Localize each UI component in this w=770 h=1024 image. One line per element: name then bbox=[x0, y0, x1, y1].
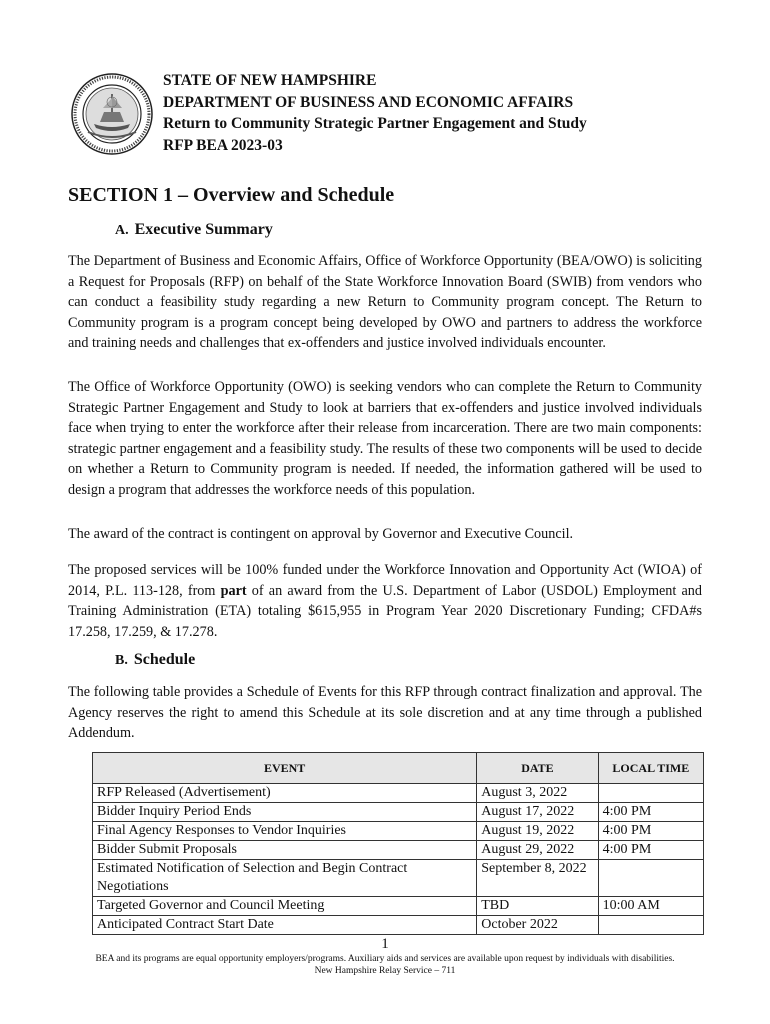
date-cell: TBD bbox=[477, 897, 598, 916]
footer-relay-service: New Hampshire Relay Service – 711 bbox=[314, 966, 456, 976]
time-cell: 4:00 PM bbox=[598, 803, 703, 822]
event-cell: RFP Released (Advertisement) bbox=[93, 784, 477, 803]
table-row bbox=[93, 822, 704, 841]
subsection-a-heading bbox=[115, 221, 273, 239]
time-cell bbox=[598, 916, 703, 935]
rfp-title: Return to Community Strategic Partner Engagement and Study bbox=[163, 115, 587, 132]
section-title: SECTION 1 – Overview and Schedule bbox=[68, 184, 395, 206]
subsection-a-letter: A. bbox=[115, 223, 129, 238]
time-cell: 4:00 PM bbox=[598, 822, 703, 841]
schedule-header-row bbox=[93, 753, 704, 784]
event-cell: Bidder Submit Proposals bbox=[93, 841, 477, 860]
header-event: EVENT bbox=[93, 753, 477, 784]
subsection-b-heading bbox=[115, 651, 195, 669]
time-cell bbox=[598, 860, 703, 897]
event-cell: Final Agency Responses to Vendor Inquiries bbox=[93, 822, 477, 841]
header-date: DATE bbox=[477, 753, 598, 784]
paragraph-4-text-a: The proposed services will be 100% funded under the Workforce Innovation and Opportunity Act (WIOA) of 2014, P.L. 113-128, from bbox=[68, 562, 702, 599]
time-cell bbox=[598, 784, 703, 803]
time-cell: 4:00 PM bbox=[598, 841, 703, 860]
date-cell: October 2022 bbox=[477, 916, 598, 935]
subsection-a-title: Executive Summary bbox=[134, 221, 273, 238]
page-number: 1 bbox=[381, 936, 389, 952]
rfp-number: RFP BEA 2023-03 bbox=[163, 136, 283, 154]
time-cell: 10:00 AM bbox=[598, 897, 703, 916]
event-cell: Estimated Notification of Selection and Begin Contract Negotiations bbox=[93, 860, 477, 897]
paragraph-4 bbox=[68, 560, 702, 642]
event-cell: Anticipated Contract Start Date bbox=[93, 916, 477, 935]
paragraph-5: The following table provides a Schedule of Events for this RFP through contract finalization and approval. The Agency reserves the right to amend this Schedule at its sole discretion and at any time through a published Addendum. bbox=[68, 684, 702, 741]
table-row bbox=[93, 784, 704, 803]
date-cell: August 3, 2022 bbox=[477, 784, 598, 803]
table-row bbox=[93, 803, 704, 822]
paragraph-4-text-b: of an award from the U.S. Department of Labor (USDOL) Employment and Training Administration (ETA) totaling $615,955 in Program Year 2020 Discretionary Funding; CFDA#s 17.258, 17.259, & 17.278. bbox=[68, 582, 702, 640]
footer-notice bbox=[0, 953, 770, 977]
header-local-time: LOCAL TIME bbox=[598, 753, 703, 784]
state-seal-image bbox=[70, 72, 154, 156]
paragraph-4-bold: part bbox=[220, 582, 247, 599]
state-name: STATE OF NEW HAMPSHIRE bbox=[163, 72, 377, 89]
table-row bbox=[93, 841, 704, 860]
table-row bbox=[93, 897, 704, 916]
date-cell: September 8, 2022 bbox=[477, 860, 598, 897]
paragraph-2: The Office of Workforce Opportunity (OWO) is seeking vendors who can complete the Return to Community Strategic Partner Engagement and Study to look at barriers that ex-offenders and justice involved individuals face when trying to enter the workforce after their release from incarceration. There are two main components: strategic partner engagement and a feasibility study. The results of these two components will be used to decide on whether a Return to Community program is needed. If needed, the information gathered will be used to design a program that addresses the workforce needs of this population. bbox=[68, 379, 702, 498]
footer-eeo-statement: BEA and its programs are equal opportunity employers/programs. Auxiliary aids and services are available upon request by individuals with disabilities. bbox=[95, 954, 675, 964]
paragraph-1: The Department of Business and Economic Affairs, Office of Workforce Opportunity (BEA/OWO) is soliciting a Request for Proposals (RFP) on behalf of the State Workforce Innovation Board (SWIB) from vendors who can conduct a feasibility study regarding a new Return to Community program concept. The Return to Community program is a program concept being developed by OWO and partners to address the workforce and training needs and challenges that ex-offenders and justice involved individuals encounter. bbox=[68, 253, 702, 351]
subsection-b-title: Schedule bbox=[133, 651, 196, 668]
event-cell: Bidder Inquiry Period Ends bbox=[93, 803, 477, 822]
date-cell: August 29, 2022 bbox=[477, 841, 598, 860]
document-header bbox=[163, 70, 587, 156]
department-name: DEPARTMENT OF BUSINESS AND ECONOMIC AFFAIRS bbox=[163, 93, 574, 111]
subsection-b-letter: B. bbox=[115, 653, 128, 668]
event-cell: Targeted Governor and Council Meeting bbox=[93, 897, 477, 916]
paragraph-3: The award of the contract is contingent on approval by Governor and Executive Council. bbox=[68, 526, 574, 542]
table-row bbox=[93, 916, 704, 935]
table-row bbox=[93, 860, 704, 897]
schedule-table bbox=[92, 752, 704, 935]
date-cell: August 17, 2022 bbox=[477, 803, 598, 822]
date-cell: August 19, 2022 bbox=[477, 822, 598, 841]
